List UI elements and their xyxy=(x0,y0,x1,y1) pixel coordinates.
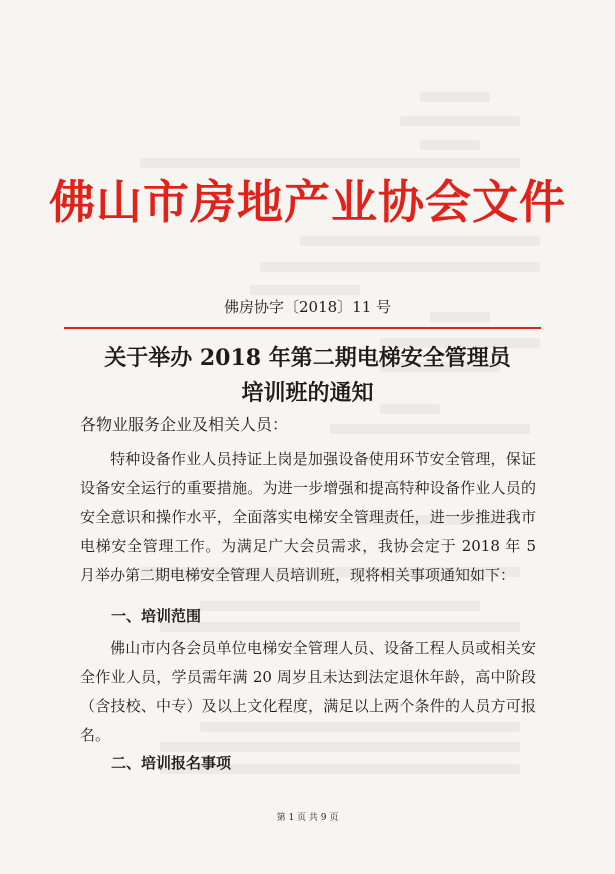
notice-title-line-1: 关于举办 2018 年第二期电梯安全管理员 xyxy=(104,345,511,371)
salutation: 各物业服务企业及相关人员： xyxy=(80,415,289,434)
document-number: 佛房协字〔2018〕11 号 xyxy=(223,298,392,316)
page-indicator: 第 1 页 共 9 页 xyxy=(276,813,339,823)
section-heading-training-scope: 一、培训范围 xyxy=(111,607,202,625)
document-masthead: 佛山市房地产业协会文件 xyxy=(49,175,566,229)
section-heading-registration: 二、培训报名事项 xyxy=(111,754,232,772)
red-divider-line xyxy=(64,327,541,329)
scope-paragraph: 佛山市内各会员单位电梯安全管理人员、设备工程人员或相关安全作业人员，学员需年满 20 周岁且未达到法定退休年龄，高中阶段（含技校、中专）及以上文化程度，满足以上两个条件的人员方可报名。 xyxy=(80,639,536,744)
intro-paragraph: 特种设备作业人员持证上岗是加强设备使用环节安全管理，保证设备安全运行的重要措施。为进一步增强和提高特种设备作业人员的安全意识和操作水平，全面落实电梯安全管理责任，进一步推进我市电梯安全管理工作。为满足广大会员需求，我协会定于 2018 年 5 月举办第二期电梯安全管理人员培训班，现将相关事项通知如下： xyxy=(80,450,536,584)
notice-title-line-2: 培训班的通知 xyxy=(241,380,374,406)
